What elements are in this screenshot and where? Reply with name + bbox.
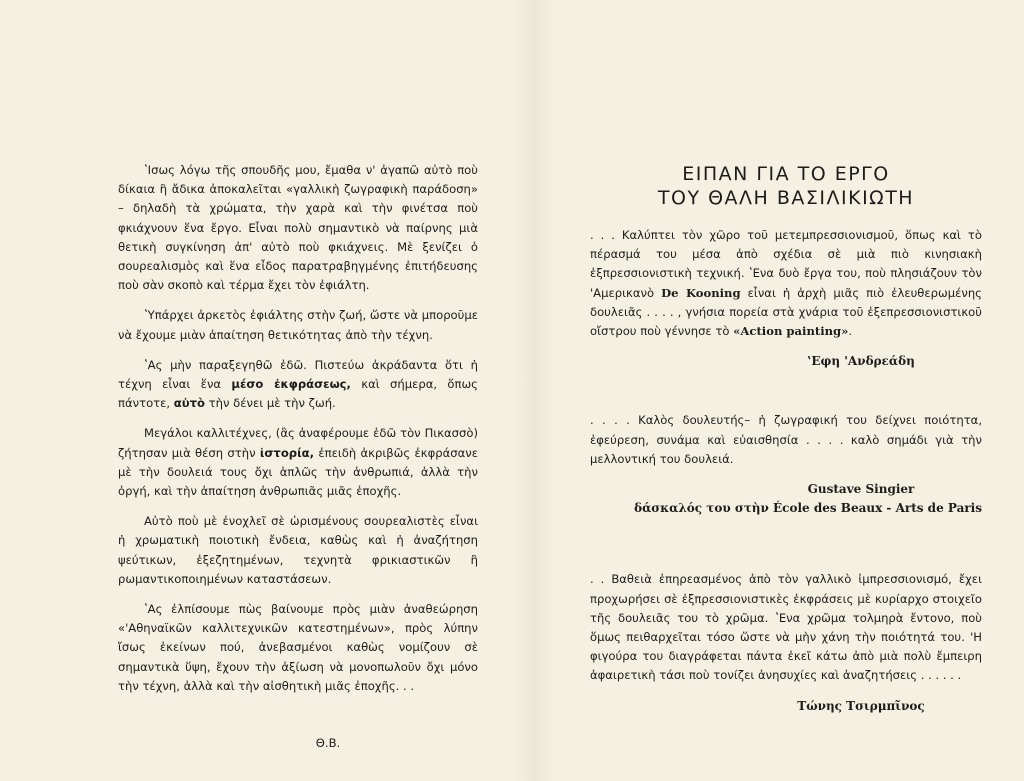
text-segment: ʽΑς ἐλπίσουμε πὼς βαίνουμε πρὸς μιὰν ἀναθεώρηση «'Αθηναϊκῶν καλλιτεχνικῶν κατεστημένων», πρὸς λύπην ἴσως ἐκείνων πού, ἀνεβασμένοι καθὼς νομίζουν σὲ σημαντικὰ ὕψη, ἔχουν τὴν ἀξίωση νὰ μονοπωλοῦν ὄχι μόνο τὴν τέχνη, ἀλλὰ καὶ τὴν αἰσθητικὴ μιᾶς ἐποχῆς. . .: [118, 602, 478, 693]
text-segment: .: [848, 324, 853, 339]
right-column-quotes: [590, 226, 982, 716]
essay-paragraph: [118, 600, 478, 696]
quote-block: [590, 226, 982, 371]
text-segment: ʽΙσως λόγω τῆς σπουδῆς μου, ἔμαθα ν' ἀγαπῶ αὐτὸ ποὺ δίκαια ἢ ἄδικα ἀποκαλεῖται «γαλλικὴ ζωγραφικὴ παράδοση» – δηλαδὴ τὰ χρώματα, τὴν χαρὰ καὶ τὴν φινέτσα ποὺ φκιάχνουν ἕνα ἔργο. Εἶναι πολὺ σημαντικὸ νὰ παίρνης μιὰ θετικὴ συγκίνηση ἀπ' αὐτὸ ποὺ φκιάχνεις. Μὲ ξενίζει ὁ σουρεαλισμὸς καὶ ἕνα εἶδος παρατραβηγμένης ἐπιτήδευσης ποὺ σὰν σκοπὸ καὶ τέρμα ἔχει τὸν ἐφιάλτη.: [118, 163, 478, 293]
text-segment: καὶ σήμερα, ὅπως πάντοτε,: [118, 377, 478, 411]
attribution-line: δάσκαλός του στὴν École des Beaux - Arts de Paris: [634, 501, 982, 516]
bold-text: «Action painting»: [733, 324, 849, 339]
left-column-essay: [118, 161, 478, 753]
essay-paragraph: [118, 161, 478, 295]
bold-text: αὐτὸ: [173, 396, 205, 411]
quote-attribution: [590, 480, 982, 518]
attribution-line: ʽΕφη 'Ανδρεάδη: [807, 354, 915, 369]
text-segment: Μεγάλοι καλλιτέχνες, (ἂς ἀναφέρουμε ἐδῶ τὸν Πικασσὸ) ζήτησαν μιὰ θέση στὴν: [118, 426, 478, 460]
text-segment: ʽΥπάρχει ἀρκετὸς ἐφιάλτης στὴν ζωή, ὥστε νὰ μποροῦμε νὰ ἔχουμε μιὰν ἀπαίτηση θετικότητας ἀπὸ τὴν τέχνη.: [118, 308, 478, 342]
essay-paragraph: [118, 424, 478, 501]
text-segment: Αὐτὸ ποὺ μὲ ἐνοχλεῖ σὲ ὡρισμένους σουρεαλιστὲς εἶναι ἡ χρωματικὴ ποιοτικὴ ἔνδεια, καθὼς καὶ ἡ ἀναζήτηση ψεύτικων, ἐξεζητημένων, τεχνητὰ φρικιαστικῶν ἢ ρωμαντικοποιημένων καταστάσεων.: [118, 514, 478, 586]
attribution-line: Τώνης Τσιρμπῖνος: [797, 698, 925, 713]
quote-attribution: [590, 697, 982, 716]
text-segment: τὴν δένει μὲ τὴν ζωή.: [204, 396, 336, 411]
text-segment: . . Βαθειὰ ἐπηρεασμένος ἀπὸ τὸν γαλλικὸ ἰμπρεσσιονισμό, ἔχει προχωρήσει σὲ ἐξπρεσσιονιστικὲς ἐκφράσεις μὲ κυρίαρχο στοιχεῖο τῆς δουλειᾶς του τὸ χρῶμα. ʽΕνα χρῶμα τολμηρὰ ἔντονο, ποὺ ὅμως πειθαρχεῖται τόσο ὥστε νὰ μὴν χάνη τὴν ποιότητά του. 'Η φιγούρα του διαγράφεται πάντα ἐκεῖ κάτω ἀπὸ μιὰ πολὺ ἔμπειρη ἀφαιρετικὴ τάσι ποὺ τονίζει ἀνησυχίες καὶ ἀναζητήσεις . . . . . .: [590, 572, 982, 683]
quote-attribution: [590, 352, 982, 371]
quote-block: [590, 570, 982, 715]
bold-text: ἱστορία,: [259, 445, 314, 460]
page-title: [590, 162, 982, 210]
essay-paragraph: [118, 512, 478, 589]
text-segment: ἐπειδὴ ἀκριβῶς ἐκφράσανε μὲ τὴν δουλειά τους ὄχι ἁπλῶς τὴν ἀνθρωπιά, ἀλλὰ τὴν ὀργή, καὶ τὴν ἀπαίτηση ἀνθρωπιᾶς μιᾶς ἐποχῆς.: [118, 445, 478, 499]
text-segment: εἶναι ἡ ἀρχὴ μιᾶς πιὸ ἐλευθερωμένης δουλειᾶς . . . . , γνήσια πορεία στὰ χνάρια τοῦ ἐξεπρεσσιονιστικοῦ οἴστρου ποὺ γέννησε τὸ: [590, 285, 982, 339]
bold-text: μέσο ἐκφράσεως,: [231, 377, 351, 392]
text-segment: . . . . Καλὸς δουλευτής– ἡ ζωγραφική του δείχνει ποιότητα, ἐφεύρεση, συνάμα καὶ εὐαισθησία . . . . καλὸ σημάδι γιὰ τὴν μελλοντική του δουλειά.: [590, 413, 982, 466]
essay-paragraph: [118, 306, 478, 344]
essay-paragraph: [118, 356, 478, 414]
text-segment: . . . Καλύπτει τὸν χῶρο τοῦ μετεμπρεσσιονισμοῦ, ὅπως καὶ τὸ πέρασμά του μέσα ἀπὸ σχέδια σὲ μιὰ πιὸ κινησιακὴ ἐξπρεσσιονιστικὴ τεχνική. ʽΕνα δυὸ ἔργα του, ποὺ πλησιάζουν τὸν 'Αμερικανὸ: [590, 228, 982, 300]
page-fold: [515, 0, 555, 781]
essay-signature: Θ.Β.: [315, 736, 341, 751]
attribution-line: Gustave Singier: [807, 482, 915, 497]
title-line-2: ΤΟΥ ΘΑΛΗ ΒΑΣΙΛΙΚΙΩΤΗ: [657, 187, 915, 209]
title-line-1: ΕΙΠΑΝ ΓΙΑ ΤΟ ΕΡΓΟ: [682, 163, 890, 185]
quote-block: [590, 411, 982, 518]
quote-text: [590, 411, 982, 469]
quote-text: [590, 226, 982, 341]
bold-text: De Kooning: [661, 285, 741, 300]
quote-text: [590, 570, 982, 685]
text-segment: ʽΑς μὴν παραξεγηθῶ ἐδῶ. Πιστεύω ἀκράδαντα ὅτι ἡ τέχνη εἶναι ἕνα: [118, 357, 478, 392]
